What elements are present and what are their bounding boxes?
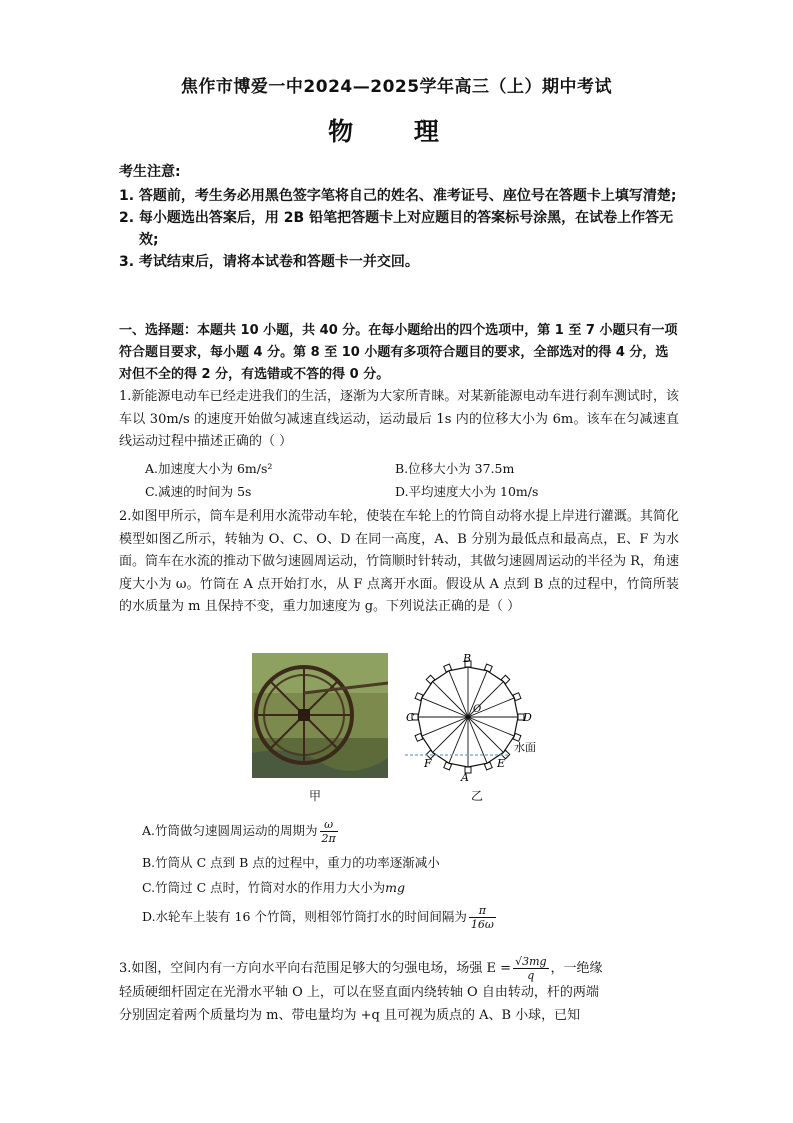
q1-option-b: B.位移大小为 37.5m (395, 460, 515, 476)
q2-option-d-fraction (469, 904, 496, 931)
question-3-stem (119, 955, 679, 1027)
figure-yi-caption: 乙 (471, 789, 484, 803)
label-b: B (463, 652, 472, 665)
q2-option-a-text: A.竹筒做匀速圆周运动的周期为 (142, 823, 318, 838)
q3-line-1 (119, 955, 679, 982)
q2-option-c-value: mg (385, 880, 405, 895)
q3-text: 3.如图，空间内有一方向水平向右范围足够大的匀强电场，场强 E = (119, 961, 512, 976)
notice-heading: 考生注意: (119, 164, 181, 180)
notice-item: 2. 每小题选出答案后，用 2B 铅笔把答题卡上对应题目的答案标号涂黑，在试卷上作答无效; (119, 210, 674, 248)
q2-option-d-text: D.水轮车上装有 16 个竹筒，则相邻竹筒打水的时间间隔为 (142, 909, 467, 924)
q2-option-a-fraction (320, 818, 338, 845)
q3-field-fraction (513, 955, 548, 982)
fraction-numerator: ω (320, 818, 338, 832)
label-c: C (406, 711, 415, 724)
wheel-diagram (400, 650, 550, 785)
q2-option-c-text: C.竹筒过 C 点时，竹筒对水的作用力大小为 (142, 880, 386, 895)
q3-line-2: 轻质硬细杆固定在光滑水平轴 O 上，可以在竖直面内绕转轴 O 自由转动，杆的两端 (119, 985, 599, 1000)
q1-option-c: C.减速的时间为 5s (145, 483, 252, 499)
exam-title: 焦作市博爱一中2024—2025学年高三（上）期中考试 (180, 77, 613, 97)
wheel-spoke (433, 717, 468, 752)
q1-option-d: D.平均速度大小为 10m/s (395, 483, 539, 499)
q2-stem-a: 2.如图甲所示，筒车是利用水流带动车轮，使装在车轮上的竹筒自动将水提上岸进行灌溉。其简化模型如图乙所示，转轴为 (119, 509, 679, 547)
fraction-numerator: π (469, 904, 496, 918)
section-instructions: 一、选择题：本题共 10 小题，共 40 分。在每小题给出的四个选项中，第 1 至 7 小题只有一项符合题目要求，每小题 4 分。第 8 至 10 小题有多项符合题目的要求，全部选对的得 4 分，选对但不全的得 2 分，有选错或不答的得 0 分。 (119, 323, 678, 382)
q1-option-a: A.加速度大小为 6m/s² (145, 460, 273, 476)
wheel-spoke (433, 682, 468, 717)
question-1-options (145, 456, 665, 502)
fraction-numerator: √3mg (515, 955, 547, 968)
label-a: A (461, 771, 469, 784)
label-e: E (497, 757, 506, 770)
label-d: D (523, 711, 532, 724)
fraction-denominator: 2π (321, 832, 336, 845)
label-water: 水面 (514, 741, 536, 754)
fraction-denominator: 16ω (470, 918, 494, 931)
q3-line-3: 分别固定着两个质量均为 m、带电量均为 +q 且可视为质点的 A、B 小球，已知 (119, 1007, 581, 1023)
notice-block (119, 161, 679, 273)
label-o: O (473, 704, 482, 715)
water-wheel-photo (252, 653, 388, 778)
wheel-spoke (468, 717, 503, 752)
notice-item: 1. 答题前，考生务必用黑色签字笔将自己的姓名、准考证号、座位号在答题卡上填写清楚; (119, 188, 677, 204)
label-f: F (424, 757, 432, 770)
figure-jia-caption: 甲 (309, 789, 322, 803)
exam-subject: 物 理 (328, 117, 465, 146)
q2-option-d (142, 904, 498, 931)
q2-option-a (142, 818, 340, 845)
notice-item: 3. 考试结束后，请将本试卷和答题卡一并交回。 (119, 254, 419, 270)
q2-option-c (142, 878, 405, 896)
question-1-stem: 1.新能源电动车已经走进我们的生活，逐渐为大家所青睐。对某新能源电动车进行刹车测试时，该车以 30m/s 的速度开始做匀减速直线运动，运动最后 1s 内的位移大小为 6m。该车在匀减速直线运动过程中描述正确的（ ） (119, 389, 679, 449)
fraction-denominator: q (527, 969, 535, 982)
q2-stem-b: O、C、O、D 在同一高度，A、B 分别为最低点和最高点，E、F 为水面。筒车在水流的推动下做匀速圆周运动，竹筒顺时针转动，其做匀速圆周运动的半径为 R，角速度大小为 ω。竹筒在 A 点开始打水，从 F 点离开水面。假设从 A 点到 B 点的过程中，竹筒所装的水质量为 m 且保持不变，重力加速度为 g。下列说法正确的是（ ） (119, 531, 679, 614)
q3-text-tail: ，一绝缘 (550, 961, 603, 976)
q2-option-b: B.竹筒从 C 点到 B 点的过程中，重力的功率逐渐减小 (142, 855, 440, 870)
question-2-stem (119, 506, 679, 619)
